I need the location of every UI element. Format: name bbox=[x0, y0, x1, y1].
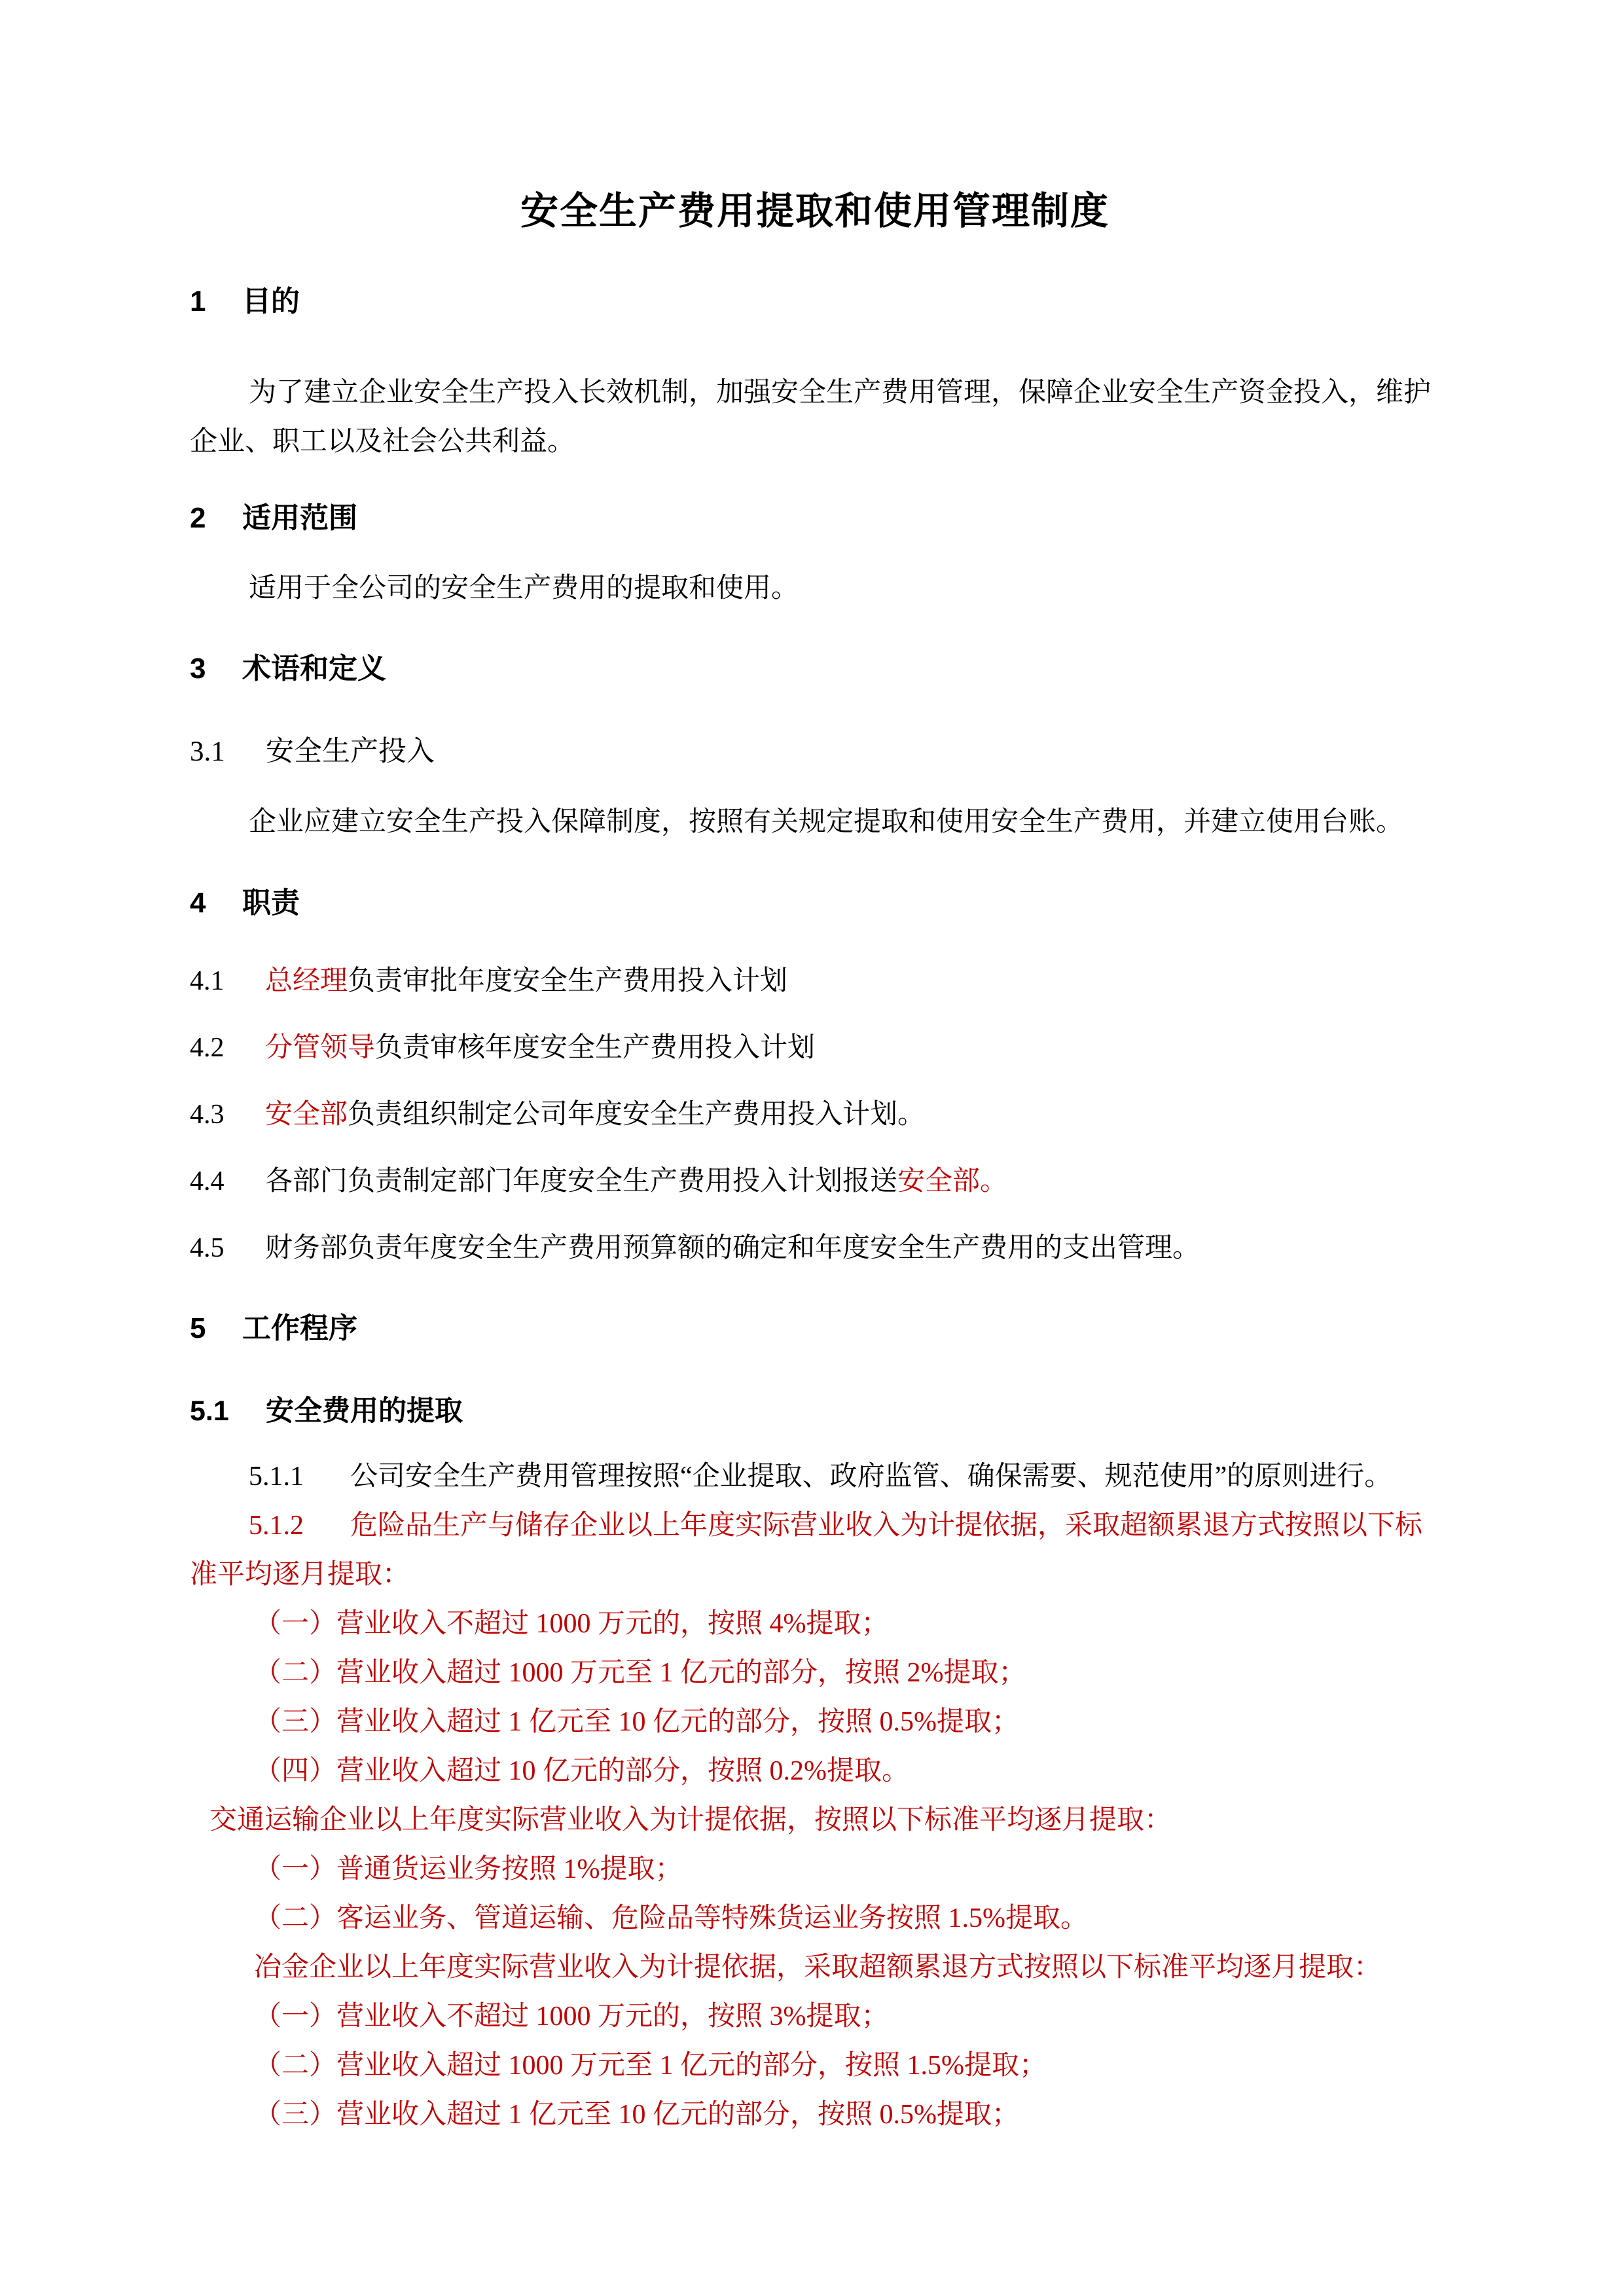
section-5-heading bbox=[190, 1304, 1440, 1353]
responsibility-item-4-2 bbox=[190, 1024, 1440, 1073]
item-4-3-text: 负责组织制定公司年度安全生产费用投入计划。 bbox=[348, 1100, 926, 1130]
section-3-1-heading bbox=[190, 727, 1440, 776]
transport-tier-item-1: （一）普通货运业务按照 1%提取； bbox=[254, 1854, 683, 1884]
danger-tier-item-4: （四）营业收入超过 10 亿元的部分，按照 0.2%提取。 bbox=[254, 1756, 909, 1786]
section-5-number: 5 bbox=[190, 1312, 206, 1344]
item-4-5-number: 4.5 bbox=[190, 1233, 225, 1263]
document-title: 安全生产费用提取和使用管理制度 bbox=[520, 190, 1110, 232]
danger-tier-item-2: （二）营业收入超过 1000 万元至 1 亿元的部分，按照 2%提取； bbox=[254, 1658, 1026, 1688]
danger-tier-item-3: （三）营业收入超过 1 亿元至 10 亿元的部分，按照 0.5%提取； bbox=[254, 1707, 1019, 1737]
clause-5-1-1-text: 公司安全生产费用管理按照“企业提取、政府监管、确保需要、规范使用”的原则进行。 bbox=[350, 1462, 1392, 1492]
section-1-number: 1 bbox=[190, 285, 206, 317]
item-4-1-role: 总经理 bbox=[265, 966, 348, 996]
section-4-number: 4 bbox=[190, 887, 206, 919]
section-4-heading bbox=[190, 878, 1440, 927]
clause-5-1-2-text: 危险品生产与储存企业以上年度实际营业收入为计提依据，采取超额累退方式按照以下标 bbox=[350, 1511, 1423, 1541]
section-2-title: 适用范围 bbox=[242, 502, 357, 534]
transport-intro: 交通运输企业以上年度实际营业收入为计提依据，按照以下标准平均逐月提取： bbox=[209, 1805, 1172, 1835]
section-2-number: 2 bbox=[190, 502, 206, 534]
responsibility-item-4-4 bbox=[190, 1157, 1440, 1206]
danger-tier-item-1: （一）营业收入不超过 1000 万元的，按照 4%提取； bbox=[254, 1609, 889, 1639]
item-4-2-text: 负责审核年度安全生产费用投入计划 bbox=[375, 1033, 816, 1063]
section-1-title: 目的 bbox=[242, 285, 300, 317]
metallurgy-tier-item-1: （一）营业收入不超过 1000 万元的，按照 3%提取； bbox=[254, 2001, 889, 2032]
item-4-4-number: 4.4 bbox=[190, 1166, 225, 1196]
item-4-3-number: 4.3 bbox=[190, 1100, 225, 1130]
metallurgy-tier-item-2: （二）营业收入超过 1000 万元至 1 亿元的部分，按照 1.5%提取； bbox=[254, 2051, 1047, 2081]
section-4-title: 职责 bbox=[242, 887, 300, 919]
section-5-title: 工作程序 bbox=[242, 1312, 357, 1344]
section-5-1-heading bbox=[190, 1387, 1440, 1436]
section-3-heading bbox=[190, 644, 1440, 693]
section-2-paragraph: 适用于全公司的安全生产费用的提取和使用。 bbox=[249, 573, 799, 603]
transport-tier-item-2: （二）客运业务、管道运输、危险品等特殊货运业务按照 1.5%提取。 bbox=[254, 1903, 1088, 1933]
section-2-heading bbox=[190, 493, 1440, 543]
item-4-2-role: 分管领导 bbox=[265, 1033, 376, 1063]
section-3-title: 术语和定义 bbox=[242, 653, 386, 685]
item-4-1-number: 4.1 bbox=[190, 966, 225, 996]
item-4-1-text: 负责审批年度安全生产费用投入计划 bbox=[348, 966, 788, 996]
responsibility-item-4-1 bbox=[190, 957, 1440, 1006]
section-5-1-title: 安全费用的提取 bbox=[266, 1395, 463, 1427]
clause-5-1-2-number: 5.1.2 bbox=[249, 1511, 304, 1541]
clause-5-1-2-line1 bbox=[190, 1501, 1440, 1551]
metallurgy-tier-item-3: （三）营业收入超过 1 亿元至 10 亿元的部分，按照 0.5%提取； bbox=[254, 2100, 1019, 2130]
clause-5-1-1-number: 5.1.1 bbox=[249, 1462, 304, 1492]
section-3-number: 3 bbox=[190, 653, 206, 685]
section-5-1-number: 5.1 bbox=[190, 1395, 229, 1427]
responsibility-item-4-5 bbox=[190, 1224, 1440, 1273]
section-1-paragraph: 为了建立企业安全生产投入长效机制，加强安全生产费用管理，保障企业安全生产资金投入，维护企业、职工以及社会公共利益。 bbox=[190, 378, 1432, 457]
metallurgy-intro: 冶金企业以上年度实际营业收入为计提依据，采取超额累退方式按照以下标准平均逐月提取： bbox=[254, 1952, 1382, 1982]
responsibility-item-4-3 bbox=[190, 1090, 1440, 1139]
section-1-heading bbox=[190, 277, 1440, 326]
section-3-1-number: 3.1 bbox=[190, 736, 225, 767]
item-4-4-role: 安全部。 bbox=[897, 1166, 1008, 1196]
item-4-5-text: 财务部负责年度安全生产费用预算额的确定和年度安全生产费用的支出管理。 bbox=[265, 1233, 1200, 1263]
clause-5-1-2-line2: 准平均逐月提取： bbox=[190, 1560, 410, 1590]
section-3-1-paragraph: 企业应建立安全生产投入保障制度，按照有关规定提取和使用安全生产费用，并建立使用台账。 bbox=[249, 807, 1404, 837]
item-4-3-role: 安全部 bbox=[265, 1100, 348, 1130]
section-3-1-title: 安全生产投入 bbox=[266, 736, 435, 767]
clause-5-1-1 bbox=[190, 1452, 1440, 1501]
item-4-4-text: 各部门负责制定部门年度安全生产费用投入计划报送 bbox=[265, 1166, 898, 1196]
item-4-2-number: 4.2 bbox=[190, 1033, 225, 1063]
